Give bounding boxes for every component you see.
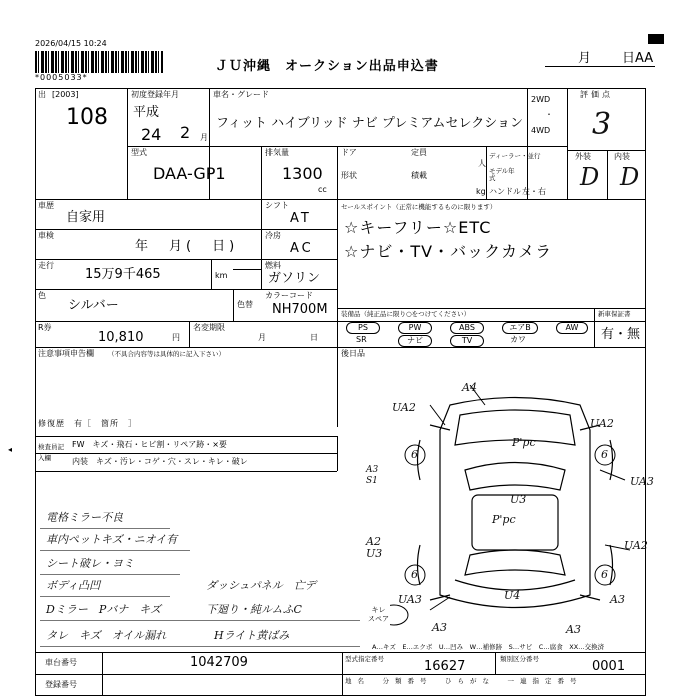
- equipment-aw: AW: [556, 322, 588, 334]
- handwritten-right-1: ダッシュパネル 亡デ: [206, 579, 316, 592]
- category-value: 0001: [592, 659, 626, 674]
- drive-2wd: 2WD: [531, 95, 551, 104]
- lot-label: 出: [38, 90, 46, 99]
- shift-label: シフト: [265, 201, 289, 210]
- lot-code: [2003]: [52, 90, 79, 99]
- color-change-label: 色替: [237, 300, 253, 309]
- color-code-value: NH700M: [272, 302, 328, 317]
- mileage-unit: km: [215, 271, 228, 280]
- notes-label: 注意事項申告欄: [38, 349, 94, 358]
- equipment-abs: ABS: [450, 322, 484, 334]
- displacement-value: 1300: [282, 164, 323, 183]
- displacement-unit: cc: [318, 185, 327, 194]
- handwritten-note-1: 電格ミラー不良: [46, 511, 123, 524]
- score-value: 3: [592, 107, 612, 142]
- registration-year: 24: [141, 125, 162, 144]
- mark-rear-left: UA3: [398, 593, 422, 606]
- recycle-unit: 円: [172, 333, 180, 342]
- load-unit: kg: [476, 187, 486, 196]
- equipment-sr: SR: [356, 335, 367, 344]
- lot-number: 108: [66, 105, 108, 130]
- mark-roof-2: P'pc: [492, 513, 516, 526]
- model-designation-label: 型式指定番号: [345, 655, 384, 663]
- equipment-tv: TV: [450, 335, 484, 347]
- inspection-value: 年 月( 日): [135, 239, 239, 254]
- history-value: 自家用: [66, 210, 106, 225]
- damage-legend: A…キズ E…エクボ U…凹み W…補修跡 S…サビ C…腐食 XX…交換済: [372, 643, 605, 651]
- registration-label: 初度登録年月: [131, 90, 179, 99]
- timestamp: 2026/04/15 10:24: [35, 39, 107, 48]
- mark-roof: U3: [510, 493, 527, 506]
- mark-front-left: UA2: [392, 401, 416, 414]
- exterior-label: 外装: [575, 152, 591, 161]
- score-label: 評価点: [580, 90, 613, 99]
- wheel-front-left: 6: [411, 448, 418, 461]
- manual-value: 有・無: [601, 327, 641, 342]
- model-designation-value: 16627: [424, 659, 466, 674]
- vehicle-name-label: 車名・グレード: [213, 90, 269, 99]
- vehicle-name: フィット ハイブリッド ナビ プレミアムセレクション: [216, 116, 523, 131]
- form-title: ＪＵ沖縄 オークション出品申込書: [215, 59, 439, 74]
- sales-point-line2: ☆ナビ・TV・バックカメラ: [344, 242, 553, 261]
- wheel-rear-right: 6: [601, 568, 608, 581]
- repair-history: 修復歴 有［ 箇所 ］: [38, 419, 137, 428]
- category-label: 類別区分番号: [500, 655, 539, 663]
- exterior-grade: D: [580, 163, 600, 191]
- color-label: 色: [38, 291, 46, 300]
- handle-label: ハンドル: [489, 187, 521, 196]
- mileage-label: 走行: [38, 261, 54, 270]
- sales-point-line1: ☆キーフリー☆ETC: [344, 218, 492, 237]
- handwritten-right-3: Hライト黄ばみ: [214, 629, 290, 642]
- handwritten-note-5: Dミラー Pバナ キズ: [46, 603, 162, 616]
- equipment-label: 装備品（純正品に限り○をつけてください）: [341, 310, 471, 318]
- mileage-value: 15万9千465: [85, 267, 161, 282]
- date-underline: [545, 66, 655, 67]
- interior-grade: D: [620, 163, 640, 191]
- capacity-unit: 人: [478, 159, 486, 168]
- checklist-row2: 内装 キズ・汚レ・コゲ・穴・スレ・キレ・破レ: [72, 457, 248, 466]
- capacity-label: 定員: [411, 148, 427, 157]
- mark-front-right: UA2: [590, 417, 614, 430]
- registration-month: 2: [180, 123, 191, 142]
- mark-rear: U4: [504, 589, 521, 602]
- registration-sub-labels: 地名 分類番号 ひらがな 一連指定番号: [345, 677, 583, 685]
- wheel-rear-left: 6: [411, 568, 418, 581]
- chassis-value: 1042709: [190, 655, 248, 670]
- registration-month-unit: 月: [200, 133, 208, 142]
- mark-rear-right: A3: [610, 593, 625, 606]
- mark-left-side: A3 S1: [366, 465, 379, 486]
- mark-left-mid: A2 U3: [366, 535, 383, 560]
- door-label: ドア: [341, 148, 357, 157]
- handwritten-note-6: タレ キズ オイル漏れ: [46, 629, 167, 642]
- model-label: 型式: [131, 148, 147, 157]
- shape-label: 形状: [341, 171, 357, 180]
- color-code-label: カラーコード: [265, 291, 313, 300]
- model-value: DAA-GP1: [153, 164, 226, 183]
- fuel-value: ガソリン: [268, 271, 321, 286]
- date-day: 日AA: [622, 51, 654, 66]
- registration-number-label: 登録番号: [45, 680, 77, 689]
- equipment-navi: ナビ: [398, 335, 432, 347]
- mark-hood: P'pc: [512, 436, 536, 449]
- equipment-leather: カワ: [510, 335, 526, 344]
- model-year-label: モデル年式: [489, 167, 515, 182]
- load-label: 積載: [411, 171, 427, 180]
- recycle-value: 10,810: [98, 330, 144, 345]
- margin-arrow: ◂: [8, 445, 13, 454]
- equipment-ps: PS: [346, 322, 380, 334]
- interior-label: 内装: [614, 152, 630, 161]
- barcode: [35, 51, 163, 73]
- color-value: シルバー: [68, 298, 119, 313]
- name-change-value: 月 日: [258, 333, 336, 342]
- notes-sublabel: （不具合内容等は具体的に記入下さい）: [108, 350, 225, 358]
- barcode-number: *0005033*: [35, 73, 88, 82]
- inspection-label: 車検: [38, 231, 54, 240]
- mark-right-side: UA3: [630, 475, 654, 488]
- manual-label: 新車保証書: [598, 310, 631, 318]
- recycle-label: R券: [38, 323, 52, 332]
- fuel-label: 燃料: [265, 261, 281, 270]
- registration-era: 平成: [133, 105, 160, 120]
- equipment-airbag: エアB: [502, 322, 538, 334]
- handwritten-note-3: シート破レ・ヨミ: [46, 557, 134, 570]
- mark-right-mid: UA2: [624, 539, 648, 552]
- sales-points-label: セールスポイント（正常に機能するものに限ります）: [341, 203, 497, 211]
- handle-value: 左・右: [522, 187, 546, 196]
- ac-value: AC: [290, 241, 314, 256]
- checklist-row1: FW キズ・飛石・ヒビ割・リペア跡・×要: [72, 440, 227, 449]
- drive-separator: ・: [545, 110, 553, 119]
- drive-4wd: 4WD: [531, 126, 551, 135]
- mark-top: A4: [462, 381, 477, 394]
- mark-bottom-left: A3: [432, 621, 447, 634]
- spare-tire-label: キレ スペア: [368, 606, 389, 623]
- history-label: 車歴: [38, 201, 54, 210]
- mark-bottom-right: A3: [566, 623, 581, 636]
- checklist-label: 検査員記入欄: [38, 443, 64, 462]
- handwritten-right-2: 下廻り・純ルムふC: [206, 603, 302, 616]
- displacement-label: 排気量: [265, 148, 289, 157]
- dealer-label: ディーラー・並行: [489, 152, 541, 160]
- extra-items-label: 後日品: [341, 349, 365, 358]
- handwritten-note-2: 車内ペットキズ・ニオイ有: [46, 533, 178, 546]
- date-month: 月: [578, 51, 592, 66]
- chassis-label: 車台番号: [45, 658, 77, 667]
- wheel-front-right: 6: [601, 448, 608, 461]
- ac-label: 冷房: [265, 231, 281, 240]
- equipment-pw: PW: [398, 322, 432, 334]
- name-change-label: 名変期限: [193, 323, 225, 332]
- handwritten-note-4: ボディ凸凹: [46, 579, 101, 592]
- corner-mark: [648, 34, 664, 44]
- shift-value: AT: [290, 211, 312, 226]
